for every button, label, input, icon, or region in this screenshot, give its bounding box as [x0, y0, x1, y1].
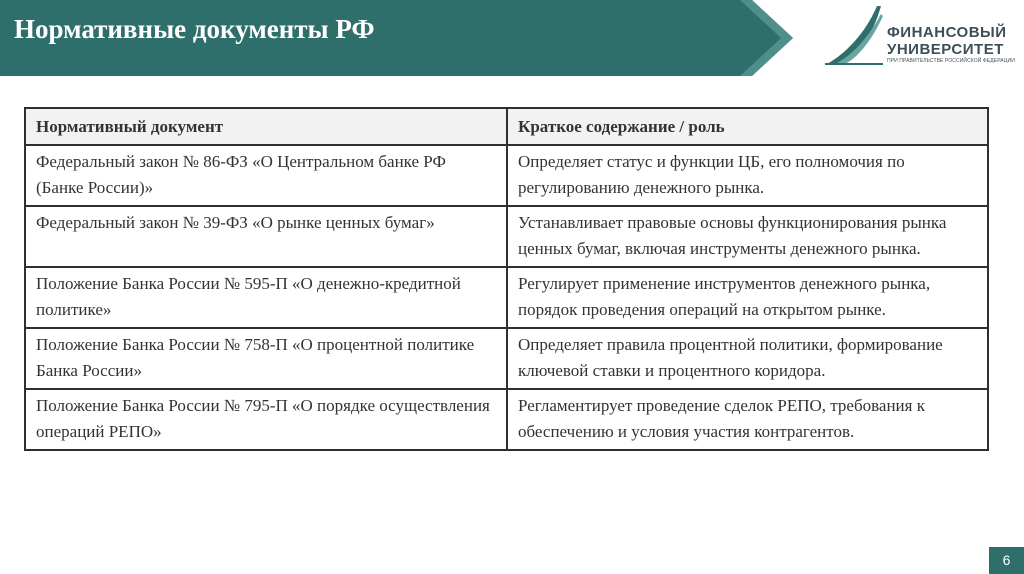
table-header-row — [25, 108, 988, 145]
table-row — [25, 145, 988, 206]
summary-cell: Определяет статус и функции ЦБ, его полномочия по регулированию денежного рынка. — [507, 145, 988, 206]
document-cell: Положение Банка России № 595-П «О денежно-кредитной политике» — [25, 267, 507, 328]
summary-cell: Устанавливает правовые основы функционирования рынка ценных бумаг, включая инструменты денежного рынка. — [507, 206, 988, 267]
logo-text-line1: ФИНАНСОВЫЙ — [887, 24, 1007, 41]
logo-text-line2: УНИВЕРСИТЕТ — [887, 41, 1004, 58]
logo-emblem-icon — [825, 4, 889, 68]
page-title: Нормативные документы РФ — [14, 14, 375, 44]
university-logo — [825, 4, 1020, 68]
table-row — [25, 267, 988, 328]
summary-cell: Определяет правила процентной политики, формирование ключевой ставки и процентного коридора. — [507, 328, 988, 389]
documents-table — [24, 107, 989, 451]
document-cell: Федеральный закон № 39-ФЗ «О рынке ценных бумаг» — [25, 206, 507, 267]
header-banner — [0, 0, 793, 76]
table-row — [25, 328, 988, 389]
logo-subtitle: ПРИ ПРАВИТЕЛЬСТВЕ РОССИЙСКОЙ ФЕДЕРАЦИИ — [887, 58, 1015, 64]
table-row — [25, 206, 988, 267]
column-header-document: Нормативный документ — [25, 108, 507, 145]
summary-cell: Регламентирует проведение сделок РЕПО, требования к обеспечению и условия участия контрагентов. — [507, 389, 988, 450]
page-number: 6 — [989, 547, 1024, 574]
table-row — [25, 389, 988, 450]
document-cell: Положение Банка России № 758-П «О процентной политике Банка России» — [25, 328, 507, 389]
document-cell: Федеральный закон № 86-ФЗ «О Центральном банке РФ (Банке России)» — [25, 145, 507, 206]
column-header-summary: Краткое содержание / роль — [507, 108, 988, 145]
summary-cell: Регулирует применение инструментов денежного рынка, порядок проведения операций на открытом рынке. — [507, 267, 988, 328]
document-cell: Положение Банка России № 795-П «О порядке осуществления операций РЕПО» — [25, 389, 507, 450]
